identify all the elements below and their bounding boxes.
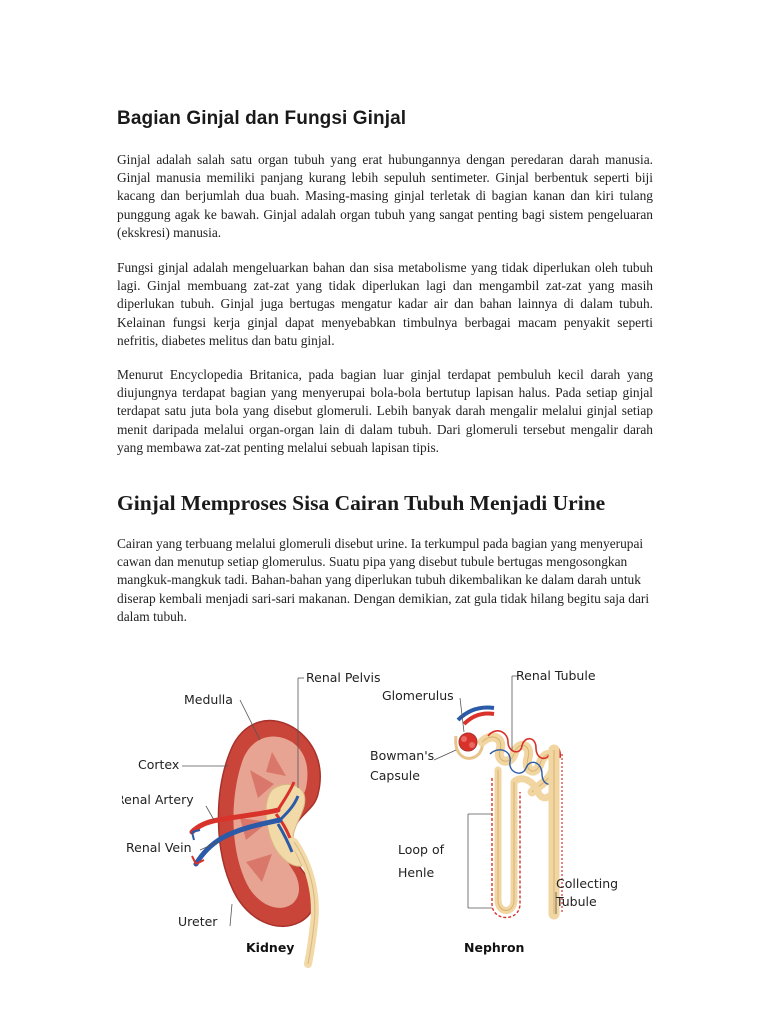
kidney-nephron-illustration (122, 642, 622, 982)
label-collecting-tubule-1: Collecting (556, 876, 619, 891)
loop-of-henle (498, 770, 514, 911)
proximal-tubule (482, 737, 554, 792)
label-bowmans-capsule-1: Bowman's (370, 748, 435, 763)
label-loop-of-henle-2: Henle (398, 865, 435, 880)
nephron-illustration (370, 668, 618, 955)
label-cortex: Cortex (138, 757, 180, 772)
section-heading-urine: Ginjal Memproses Sisa Cairan Tubuh Menjadi Urine (117, 491, 606, 515)
label-kidney-title: Kidney (246, 940, 295, 955)
label-bowmans-capsule-2: Capsule (370, 768, 420, 783)
label-renal-vein: Renal Vein (126, 840, 192, 855)
paragraph-urine: Cairan yang terbuang melalui glomeruli disebut urine. Ia terkumpul pada bagian yang menyerupai cawan dan menutup setiap glomerulus. Suatu pipa yang disebut tubule bertugas mengosongkan mangkuk-mangkuk tadi. Bahan-bahan yang diperlukan tubuh dikembalikan ke dalam darah untuk diserap kembali menjadi sari-sari makanan. Dengan demikian, zat gula tidak hilang begitu saja dari dalam tubuh. (117, 536, 650, 624)
label-renal-pelvis: Renal Pelvis (306, 670, 381, 685)
label-loop-of-henle-1: Loop of (398, 842, 444, 857)
glomerulus-ball (459, 733, 477, 751)
label-ureter: Ureter (178, 914, 218, 929)
paragraph-britanica: Menurut Encyclopedia Britanica, pada bagian luar ginjal terdapat pembuluh kecil darah yang diujungnya terdapat bagian yang menyerupai bola-bola bertutup lapisan halus. Pada setiap ginjal terdapat satu juta bola yang disebut glomeruli. Lebih banyak darah mengalir melalui ginjal setiap menit daripada melalui organ-organ lain di dalam tubuh. Dari glomeruli tersebut mengalir darah yang membawa zat-zat penting melalui sebuah lapisan tipis. (117, 367, 653, 455)
label-collecting-tubule-2: Tubule (556, 894, 597, 909)
section-heading-kidney-parts: Bagian Ginjal dan Fungsi Ginjal (117, 108, 407, 129)
artery-arrow-icon (192, 830, 200, 840)
label-medulla: Medulla (184, 692, 233, 707)
label-renal-artery: Renal Artery (122, 792, 194, 807)
kidney-illustration (122, 670, 380, 964)
label-glomerulus: Glomerulus (382, 688, 454, 703)
label-nephron-title: Nephron (464, 940, 525, 955)
kidney-nephron-figure (122, 642, 622, 982)
afferent-arteriole (464, 713, 494, 724)
label-renal-tubule: Renal Tubule (516, 668, 596, 683)
paragraph-function: Fungsi ginjal adalah mengeluarkan bahan dan sisa metabolisme yang tidak diperlukan oleh tubuh lagi. Ginjal membuang zat-zat yang tidak diperlukan lagi dan mengambil zat-zat yang masih diperlukan tubuh. Ginjal juga bertugas mengatur kadar air dan bahan lainnya di dalam tubuh. Kelainan fungsi kerja ginjal dapat menyebabkan timbulnya berbagai macam penyakit seperti nefritis, diabetes melitus dan batu ginjal. (117, 260, 653, 348)
paragraph-intro: Ginjal adalah salah satu organ tubuh yang erat hubungannya dengan peredaran darah manusia. Ginjal manusia memiliki panjang kurang lebih sepuluh sentimeter. Ginjal berbentuk seperti biji kacang dan berjumlah dua buah. Masing-masing ginjal terletak di bagian kanan dan kiri tulang punggung agak ke bawah. Ginjal adalah organ tubuh yang sangat penting bagi sistem pengeluaran (ekskresi) manusia. (117, 152, 653, 240)
